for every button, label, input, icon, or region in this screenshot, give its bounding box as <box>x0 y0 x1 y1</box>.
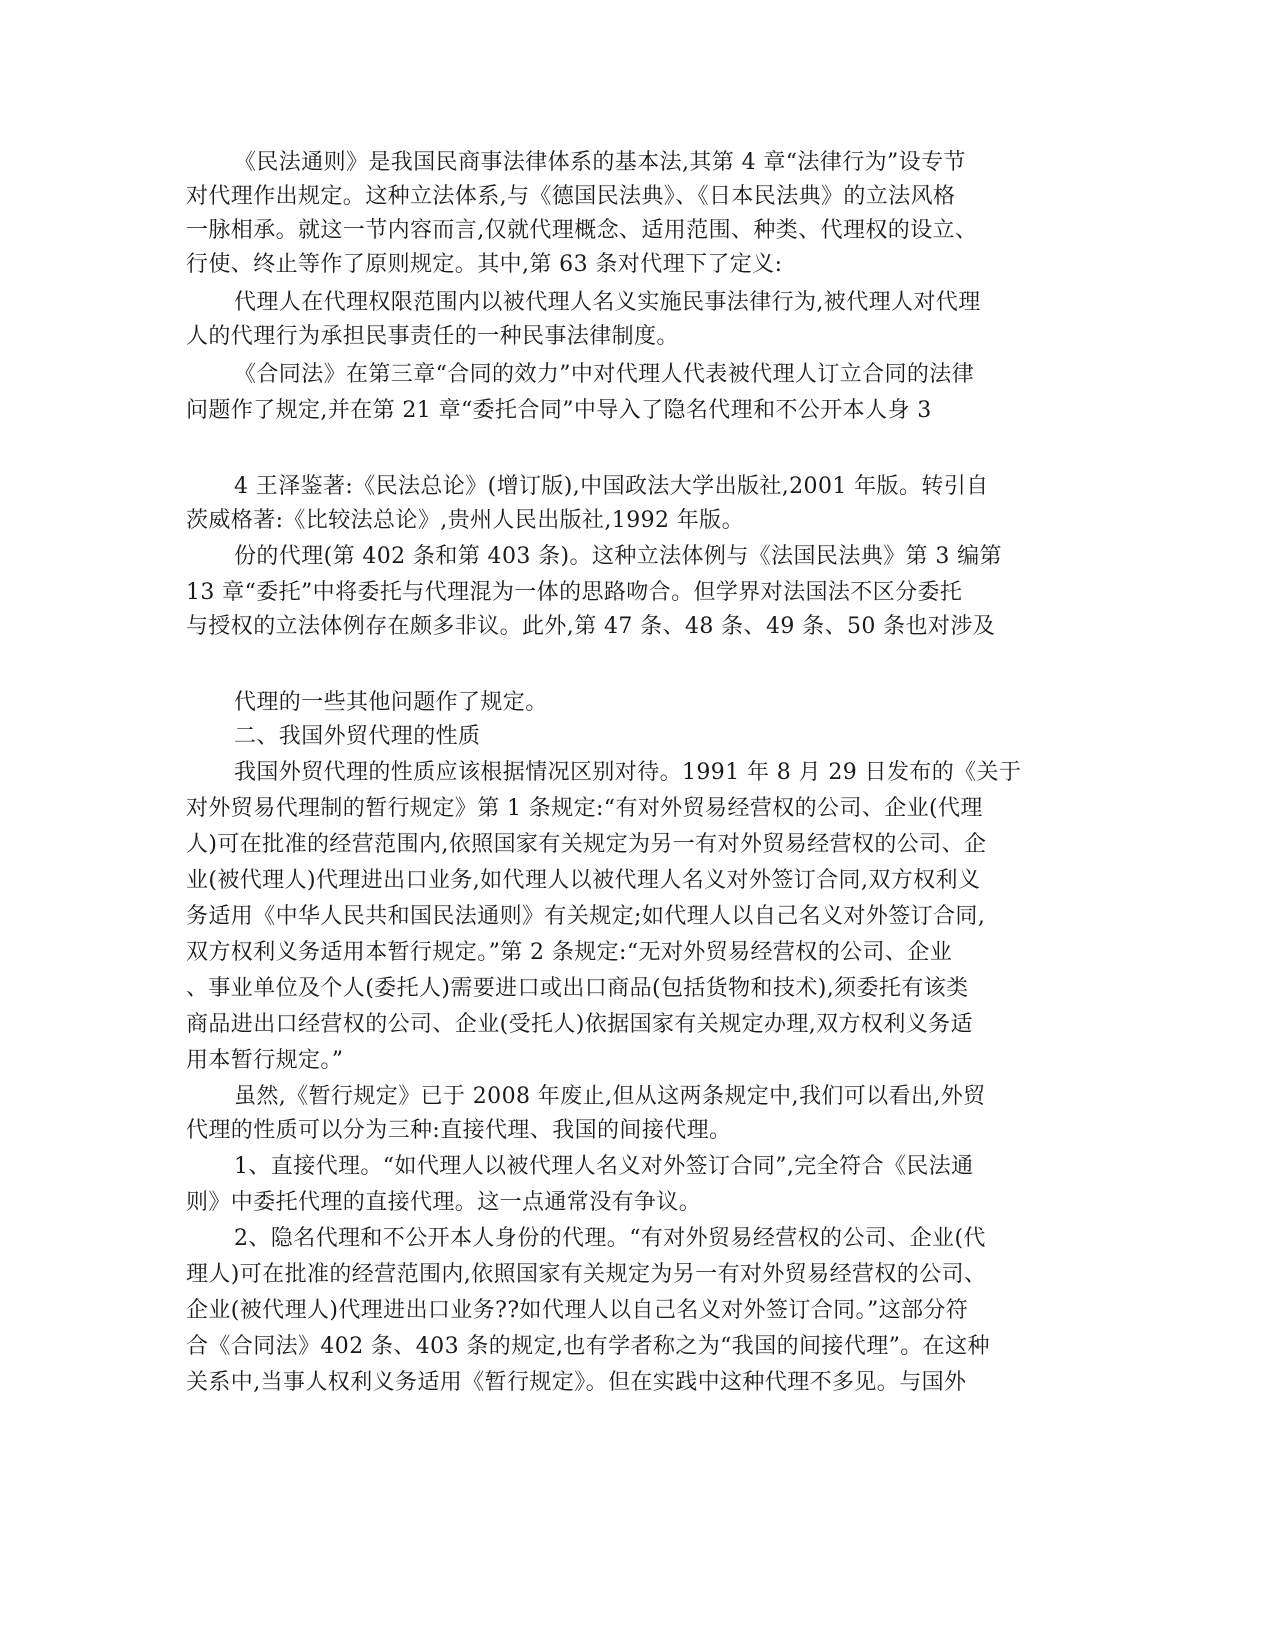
text-line: 虽然,《暂行规定》已于 2008 年废止,但从这两条规定中,我们可以看出,外贸 <box>234 1084 986 1109</box>
footnote-line: 4 王泽鉴著:《民法总论》(增订版),中国政法大学出版社,2001 年版。转引自 <box>234 474 989 499</box>
text-line: 对外贸易代理制的暂行规定》第 1 条规定:“有对外贸易经营权的公司、企业(代理 <box>186 796 983 821</box>
text-line: 理人)可在批准的经营范围内,依照国家有关规定为另一有对外贸易经营权的公司、 <box>186 1262 987 1287</box>
text-line: 业(被代理人)代理进出口业务,如代理人以被代理人名义对外签订合同,双方权利义 <box>186 868 981 893</box>
text-line: 代理人在代理权限范围内以被代理人名义实施民事法律行为,被代理人对代理 <box>234 290 981 315</box>
text-line: 《民法通则》是我国民商事法律体系的基本法,其第 4 章“法律行为”设专节 <box>234 150 966 175</box>
text-line: 人的代理行为承担民事责任的一种民事法律制度。 <box>186 324 679 349</box>
text-line: 人)可在批准的经营范围内,依照国家有关规定为另一有对外贸易经营权的公司、企 <box>186 832 987 857</box>
text-line: 、事业单位及个人(委托人)需要进口或出口商品(包括货物和技术),须委托有该类 <box>186 976 969 1001</box>
text-line: 代理的性质可以分为三种:直接代理、我国的间接代理。 <box>186 1118 732 1143</box>
text-line: 2、隐名代理和不公开本人身份的代理。“有对外贸易经营权的公司、企业(代 <box>234 1226 986 1251</box>
text-line: 合《合同法》402 条、403 条的规定,也有学者称之为“我国的间接代理”。在这种 <box>186 1334 990 1359</box>
text-line: 则》中委托代理的直接代理。这一点通常没有争议。 <box>186 1190 702 1215</box>
text-line: 一脉相承。就这一节内容而言,仅就代理概念、适用范围、种类、代理权的设立、 <box>186 218 978 243</box>
text-line: 对代理作出规定。这种立法体系,与《德国民法典》、《日本民法典》的立法风格 <box>186 184 956 209</box>
text-line: 我国外贸代理的性质应该根据情况区别对待。1991 年 8 月 29 日发布的《关于 <box>234 760 1022 785</box>
footnote-line: 茨威格著:《比较法总论》,贵州人民出版社,1992 年版。 <box>186 508 744 533</box>
section-heading: 二、我国外贸代理的性质 <box>234 724 481 749</box>
text-line: 务适用《中华人民共和国民法通则》有关规定;如代理人以自己名义对外签订合同, <box>186 904 986 929</box>
text-line: 份的代理(第 402 条和第 403 条)。这种立法体例与《法国民法典》第 3 编第 <box>234 544 1002 569</box>
text-line: 商品进出口经营权的公司、企业(受托人)依据国家有关规定办理,双方权利义务适 <box>186 1012 973 1037</box>
text-line: 代理的一些其他问题作了规定。 <box>234 690 548 715</box>
text-line: 关系中,当事人权利义务适用《暂行规定》。但在实践中这种代理不多见。与国外 <box>186 1370 967 1395</box>
text-line: 1、直接代理。“如代理人以被代理人名义对外签订合同”,完全符合《民法通 <box>234 1154 974 1179</box>
text-line: 问题作了规定,并在第 21 章“委托合同”中导入了隐名代理和不公开本人身 3 <box>186 398 932 423</box>
text-line: 与授权的立法体例存在颇多非议。此外,第 47 条、48 条、49 条、50 条也对涉及 <box>186 614 996 639</box>
text-line: 双方权利义务适用本暂行规定。”第 2 条规定:“无对外贸易经营权的公司、企业 <box>186 940 953 965</box>
text-line: 《合同法》在第三章“合同的效力”中对代理人代表被代理人订立合同的法律 <box>234 362 975 387</box>
text-line: 行使、终止等作了原则规定。其中,第 63 条对代理下了定义: <box>186 252 783 277</box>
text-line: 13 章“委托”中将委托与代理混为一体的思路吻合。但学界对法国法不区分委托 <box>186 580 963 605</box>
text-line: 企业(被代理人)代理进出口业务??如代理人以自己名义对外签订合同。”这部分符 <box>186 1298 969 1323</box>
text-line: 用本暂行规定。” <box>186 1048 344 1073</box>
